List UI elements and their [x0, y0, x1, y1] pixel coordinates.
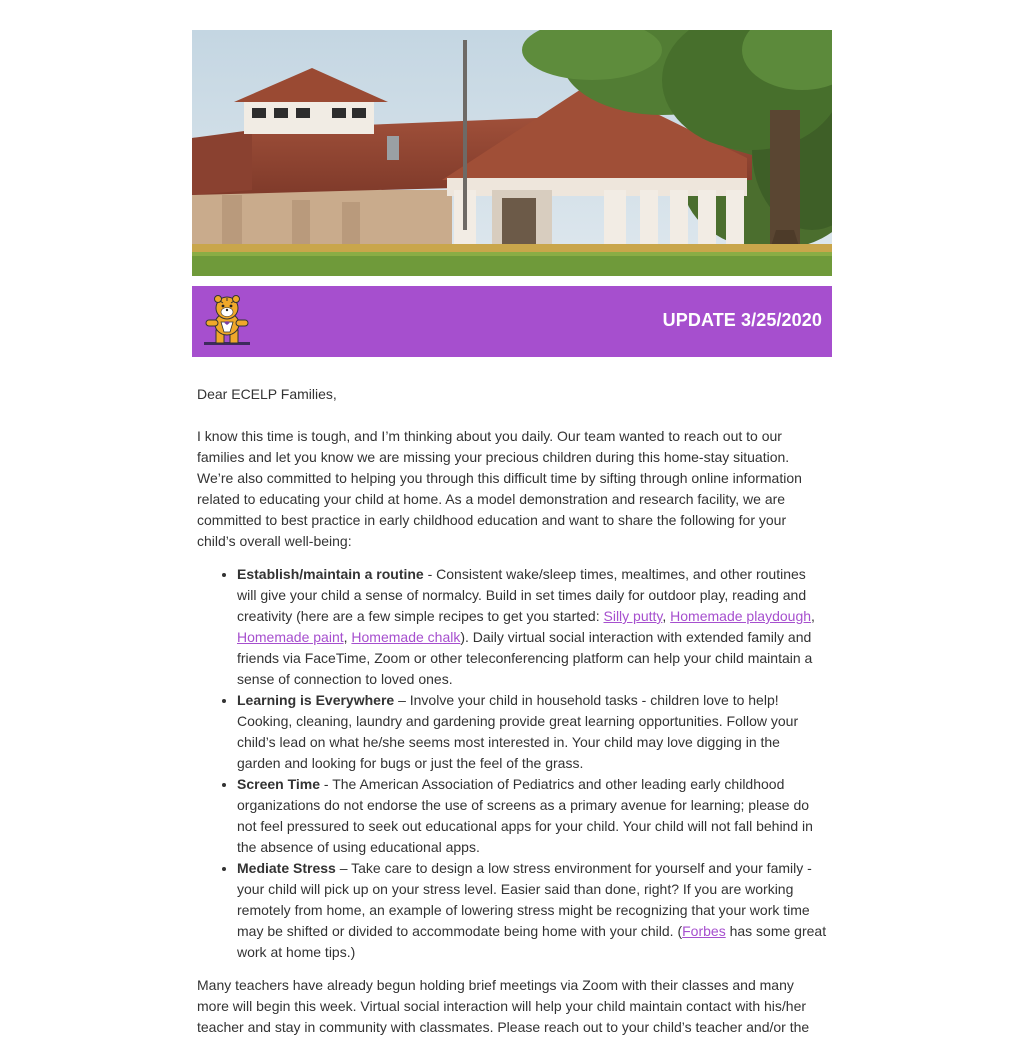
greeting: Dear ECELP Families, [197, 386, 337, 402]
separator: , [343, 629, 352, 645]
list-item-text: ). Daily virtual social interaction with extended family and friends via FaceTime, Zoom or other teleconferencing platform can help your child maintain a sense of connection to loved ones. [237, 629, 813, 687]
list-item-text: – Take care to design a low stress environment for yourself and your family - your child will pick up on your stress level. Easier said than done, right? If you are working remotely from home, an example of lowering stress might be recognizing that your work time may be shifted or divided to accommodate being home with your child. ( [237, 860, 812, 939]
list-item-title: Screen Time [237, 776, 321, 792]
list-item-title: Learning is Everywhere [237, 692, 395, 708]
list-item-title: Mediate Stress [237, 860, 336, 876]
tiger-mascot-icon [202, 294, 254, 348]
email-container [192, 30, 832, 1038]
letter-body [192, 384, 832, 1038]
hero-photo [192, 30, 832, 276]
school-building-photo-icon [192, 30, 832, 276]
update-banner [192, 286, 832, 357]
update-title: UPDATE 3/25/2020 [662, 310, 822, 330]
list-item-text: – Involve your child in household tasks - children love to help! Cooking, cleaning, laundry and gardening provide great learning opportunities. Follow your child’s lead on what he/she seems most interested in. Your child may love digging in the garden and looking for bugs or just the feel of the grass. [237, 692, 799, 771]
list-item-stress [237, 858, 827, 963]
separator: , [662, 608, 671, 624]
list-item-text: - The American Association of Pediatrics and other leading early childhood organizations do not endorse the use of screens as a primary avenue for learning; please do not feel pressured to seek out educational apps for your child. Your child will not fall behind in the absence of using educational apps. [237, 776, 813, 855]
list-item-text: has some great work at home tips.) [237, 923, 827, 960]
link-homemade-playdough[interactable]: Homemade playdough [670, 608, 812, 624]
list-item-text: - Consistent wake/sleep times, mealtimes, and other routines will give your child a sense of normalcy. Build in set times daily for outdoor play, reading and creativity (here are a few simple recipes to get you started: [237, 566, 807, 624]
intro-paragraph: I know this time is tough, and I’m thinking about you daily. Our team wanted to reach out to our families and let you know we are missing your precious children during this home-stay situation. We’re also committed to helping you through this difficult time by sifting through online information related to educating your child at home. As a model demonstration and research facility, we are committed to best practice in early childhood education and want to share the following for your child’s overall well-being: [197, 428, 802, 549]
list-item-learning [237, 690, 827, 774]
separator: , [811, 608, 815, 624]
tips-list [197, 564, 827, 963]
link-forbes[interactable]: Forbes [682, 923, 726, 939]
link-homemade-paint[interactable]: Homemade paint [237, 629, 344, 645]
link-homemade-chalk[interactable]: Homemade chalk [351, 629, 461, 645]
list-item-screen-time [237, 774, 827, 858]
closing-paragraph: Many teachers have already begun holding brief meetings via Zoom with their classes and many more will begin this week. Virtual social interaction will help your child maintain contact with his/her teacher and stay in community with classmates. Please reach out to your child’s teacher and/or the [197, 977, 810, 1035]
list-item-routine [237, 564, 827, 690]
list-item-title: Establish/maintain a routine [237, 566, 424, 582]
link-silly-putty[interactable]: Silly putty [603, 608, 663, 624]
